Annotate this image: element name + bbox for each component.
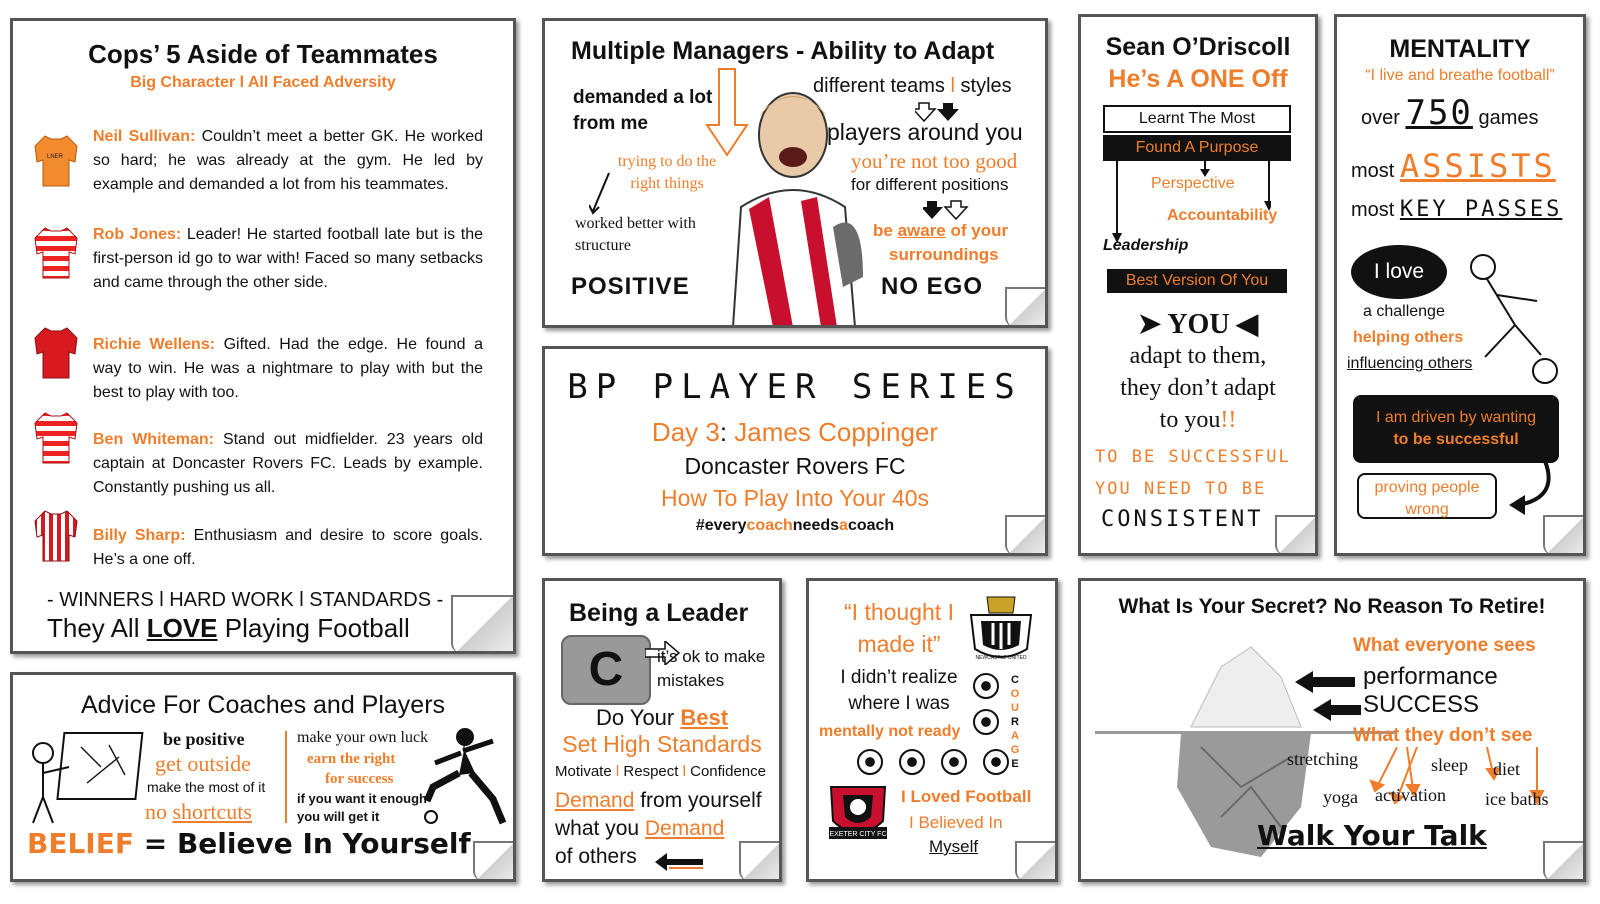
perspective-text: Perspective bbox=[1151, 175, 1235, 192]
courage-letter: A bbox=[1011, 730, 1019, 742]
page-curl bbox=[1005, 287, 1047, 327]
card-being-a-leader bbox=[542, 578, 782, 882]
loved-football-text: I Loved Football bbox=[901, 787, 1032, 806]
surroundings-text: surroundings bbox=[889, 245, 999, 264]
ice-baths-text: ice baths bbox=[1485, 789, 1549, 809]
courage-letter: U bbox=[1011, 702, 1019, 714]
player-entry: Richie Wellens: Gifted. Had the edge. He found a way to win. He was a nightmare to play with but the best to play with too. bbox=[93, 336, 483, 401]
key-passes-line: most KEY PASSES bbox=[1351, 197, 1563, 222]
no-ego-text: NO EGO bbox=[881, 273, 984, 300]
want-text: if you want it enough bbox=[297, 791, 427, 806]
ball-icon bbox=[973, 673, 999, 704]
svg-text:EXETER CITY FC: EXETER CITY FC bbox=[829, 831, 887, 838]
page-curl bbox=[473, 841, 515, 881]
luck-text: make your own luck bbox=[297, 729, 429, 746]
didnt-realize-text: I didn’t realize bbox=[840, 667, 958, 688]
card-sean-odriscoll bbox=[1078, 14, 1318, 556]
success-line-3: CONSISTENT bbox=[1101, 507, 1264, 532]
ball-icon bbox=[941, 749, 967, 775]
courage-letter: R bbox=[1011, 716, 1019, 728]
worked-text: worked better with structure bbox=[575, 215, 696, 254]
card-advice bbox=[10, 672, 516, 882]
card-player-series bbox=[542, 346, 1048, 556]
success-line-2: YOU NEED TO BE bbox=[1095, 479, 1267, 499]
values-text: Motivate l Respect l Confidence bbox=[555, 763, 766, 780]
curved-arrow-icon bbox=[1505, 457, 1561, 517]
success-text: SUCCESS bbox=[1363, 691, 1480, 718]
exeter-badge-icon bbox=[823, 781, 893, 847]
card-title: Advice For Coaches and Players bbox=[80, 691, 446, 719]
card-title: Sean O’Driscoll bbox=[1105, 33, 1291, 61]
ball-icon bbox=[973, 709, 999, 740]
ball-icon bbox=[983, 749, 1009, 775]
adapt-line-2: they don’t adapt bbox=[1120, 375, 1276, 401]
page-curl bbox=[1275, 515, 1317, 555]
for-success-text: for success bbox=[325, 771, 394, 787]
aware-text: be aware of your bbox=[873, 221, 1009, 240]
coach-board-icon bbox=[29, 727, 149, 827]
diet-text: diet bbox=[1493, 759, 1520, 779]
card-secret bbox=[1078, 578, 1586, 882]
kicking-player-icon bbox=[423, 727, 513, 827]
page-curl bbox=[1543, 841, 1585, 881]
love-line: They All LOVE Playing Football bbox=[47, 613, 410, 643]
different-teams-line: different teams l styles bbox=[813, 75, 1012, 97]
armband-icon: C bbox=[561, 635, 651, 705]
adapt-line-3: to you!! bbox=[1159, 407, 1237, 433]
positive-text: POSITIVE bbox=[571, 273, 690, 300]
where-i-was-text: where I was bbox=[848, 693, 950, 714]
card-thought-made-it bbox=[806, 578, 1058, 882]
page-curl bbox=[451, 595, 515, 653]
courage-letter: C bbox=[1011, 674, 1019, 686]
card-cops-five-aside bbox=[10, 18, 516, 654]
earn-text: earn the right bbox=[307, 751, 396, 767]
influencing-text: influencing others bbox=[1347, 355, 1473, 372]
striped-shirt-icon bbox=[33, 509, 79, 563]
day-line: Day 3: James Coppinger bbox=[651, 417, 939, 447]
card-title: MENTALITY bbox=[1389, 35, 1531, 63]
player-entry: Billy Sharp: Enthusiasm and desire to score goals. He’s a one off. bbox=[93, 527, 483, 568]
believed-text: I Believed In bbox=[909, 813, 1003, 832]
quote-line-1: “I thought I bbox=[844, 599, 954, 625]
driven-box: I am driven by wanting to be successful bbox=[1353, 395, 1559, 463]
waterline bbox=[1095, 731, 1395, 734]
quote-line-2: made it” bbox=[857, 631, 941, 657]
adapt-line-1: adapt to them, bbox=[1129, 343, 1267, 369]
demanded-text: demanded a lot from me bbox=[573, 87, 713, 134]
left-arrow-icon bbox=[1295, 671, 1355, 693]
best-version-box: Best Version Of You bbox=[1107, 269, 1287, 293]
success-line-1: TO BE SUCCESSFUL bbox=[1095, 447, 1291, 467]
leadership-text: Leadership bbox=[1103, 237, 1189, 254]
flow-arrows bbox=[1111, 161, 1271, 245]
card-mentality bbox=[1334, 14, 1586, 556]
arrow-icon bbox=[589, 171, 613, 215]
found-purpose-box: Found A Purpose bbox=[1103, 135, 1291, 161]
hashtag-text: #everycoachneedsacoach bbox=[695, 517, 895, 534]
card-title: What Is Your Secret? No Reason To Retire! bbox=[1118, 595, 1546, 618]
page-curl bbox=[739, 841, 781, 881]
red-shirt-icon bbox=[33, 326, 79, 380]
helping-text: helping others bbox=[1353, 329, 1464, 346]
accountability-text: Accountability bbox=[1167, 207, 1278, 224]
standards-text: Set High Standards bbox=[562, 731, 762, 757]
ball-icon bbox=[899, 749, 925, 775]
love-bubble: I love bbox=[1351, 245, 1447, 299]
svg-text:NEWCASTLE UNITED: NEWCASTLE UNITED bbox=[975, 655, 1027, 661]
do-best-text: Do Your Best bbox=[595, 705, 729, 730]
sleep-text: sleep bbox=[1431, 755, 1468, 775]
assists-line: most ASSISTS bbox=[1351, 147, 1556, 185]
demand-others-text: what you Demand bbox=[555, 817, 725, 840]
player-entry: Rob Jones: Leader! He started football late but is the first-person id go to war with! Faced so many setbacks and came through the other side. bbox=[93, 226, 483, 291]
mentally-text: mentally not ready bbox=[819, 723, 961, 740]
left-arrow-icon bbox=[655, 853, 705, 871]
card-title: Cops’ 5 Aside of Teammates bbox=[88, 39, 438, 69]
divider bbox=[285, 731, 287, 823]
page-curl bbox=[1005, 515, 1047, 555]
card-multiple-managers bbox=[542, 18, 1048, 328]
yoga-text: yoga bbox=[1323, 787, 1358, 807]
stretching-text: stretching bbox=[1287, 749, 1358, 769]
orange-shirt-icon bbox=[33, 134, 79, 188]
courage-letter: O bbox=[1010, 688, 1020, 700]
mistakes-text: it’s ok to make mistakes bbox=[657, 647, 766, 690]
player-entry: Neil Sullivan: Couldn’t meet a better GK. He worked so hard; he was already at the gym. He led by example and demanded a lot from his teammates. bbox=[93, 128, 483, 193]
svg-text:LNER: LNER bbox=[47, 154, 64, 160]
demand-yourself-text: Demand from yourself bbox=[555, 789, 762, 812]
challenge-text: a challenge bbox=[1363, 303, 1445, 320]
games-line: over 750 games bbox=[1361, 93, 1539, 133]
not-too-good-text: you’re not too good bbox=[851, 149, 1018, 173]
topic-text: How To Play Into Your 40s bbox=[660, 485, 930, 511]
players-around-text: players around you bbox=[827, 119, 1023, 145]
get-it-text: you will get it bbox=[297, 809, 380, 824]
card-subtitle: He’s A ONE Off bbox=[1108, 65, 1288, 93]
belief-line: BELIEF = Believe In Yourself bbox=[27, 827, 471, 860]
sees-text: What everyone sees bbox=[1353, 635, 1536, 656]
trying-text: trying to do the right things bbox=[617, 153, 717, 192]
card-title: Being a Leader bbox=[569, 599, 749, 627]
performance-text: performance bbox=[1363, 663, 1498, 690]
activation-text: activation bbox=[1375, 785, 1446, 805]
courage-letter: G bbox=[1010, 744, 1020, 756]
ball-icon bbox=[857, 749, 883, 775]
courage-letter: E bbox=[1011, 758, 1019, 770]
red-white-shirt-icon bbox=[33, 226, 79, 280]
red-white-shirt-icon bbox=[33, 411, 79, 465]
courage-word bbox=[1007, 673, 1023, 771]
card-title: Multiple Managers - Ability to Adapt bbox=[571, 37, 995, 65]
club-text: Doncaster Rovers FC bbox=[684, 453, 906, 479]
card-subtitle: Big Character l All Faced Adversity bbox=[130, 74, 396, 91]
you-text: ➤ YOU ◀ bbox=[1137, 309, 1259, 340]
make-most-text: make the most of it bbox=[147, 779, 266, 795]
newcastle-badge-icon bbox=[959, 593, 1043, 663]
double-down-arrow-icon bbox=[923, 199, 973, 221]
player-entry: Ben Whiteman: Stand out midfielder. 23 years old captain at Doncaster Rovers FC. Leads by example. Constantly pushing us all. bbox=[93, 431, 483, 496]
page-curl bbox=[1015, 841, 1057, 881]
myself-text: Myself bbox=[929, 837, 979, 856]
of-others-text: of others bbox=[555, 845, 637, 868]
dont-see-text: What they don’t see bbox=[1353, 725, 1533, 746]
values-line: - WINNERS l HARD WORK l STANDARDS - bbox=[47, 589, 444, 611]
positions-text: for different positions bbox=[851, 175, 1009, 194]
left-arrow-icon bbox=[1313, 699, 1361, 721]
learnt-box: Learnt The Most bbox=[1103, 105, 1291, 133]
walk-talk-text: Walk Your Talk bbox=[1257, 819, 1487, 852]
get-outside-text: get outside bbox=[155, 751, 251, 776]
player-portrait bbox=[713, 77, 873, 327]
ball-row bbox=[849, 749, 1017, 780]
series-title: BP PLAYER SERIES bbox=[567, 367, 1023, 407]
shortcuts-text: no shortcuts bbox=[145, 799, 252, 824]
be-positive-text: be positive bbox=[163, 729, 245, 749]
page-curl bbox=[1543, 515, 1585, 555]
mentality-quote: “I live and breathe football” bbox=[1365, 67, 1555, 84]
proving-box: proving people wrong bbox=[1357, 473, 1497, 519]
